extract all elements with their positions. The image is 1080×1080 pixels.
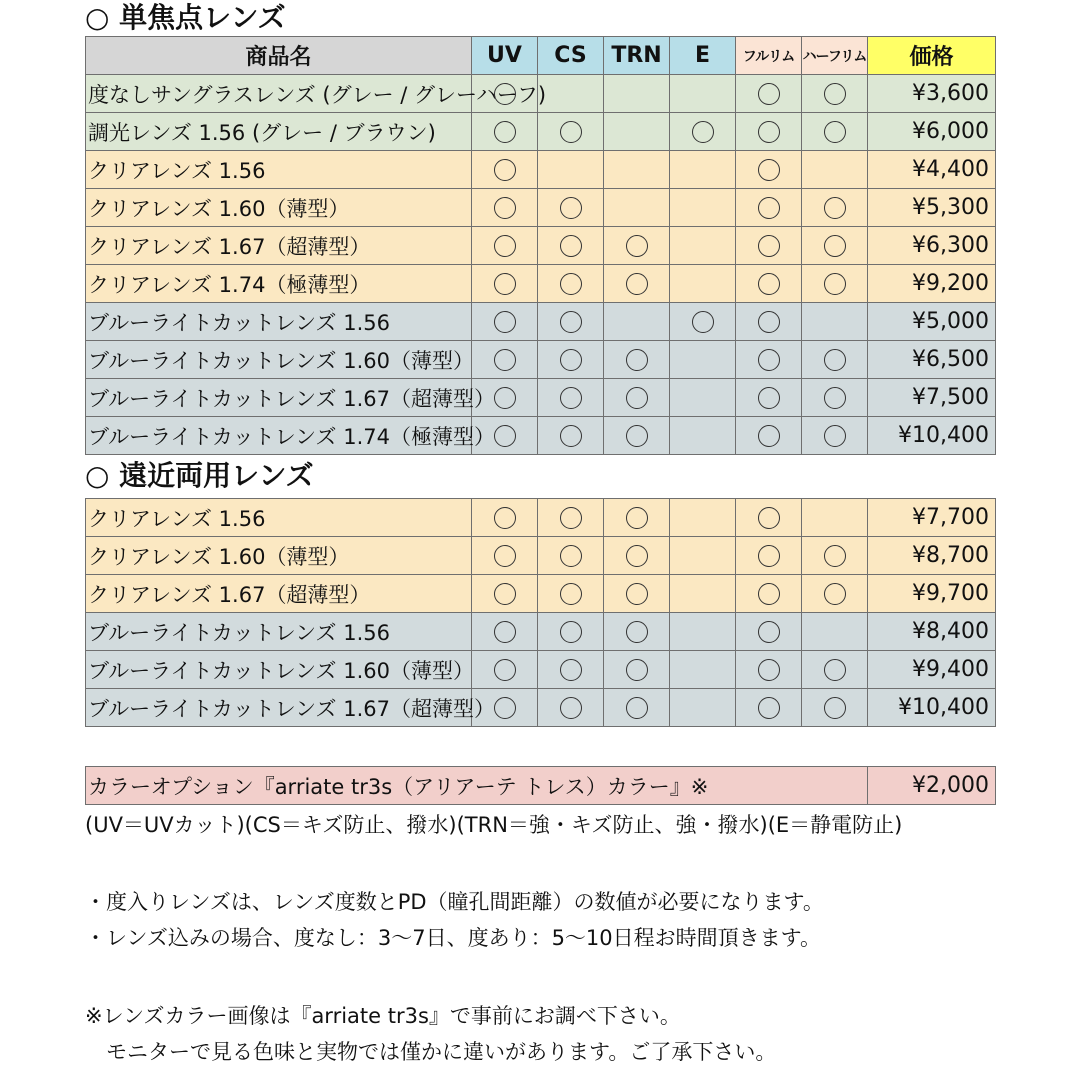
feature-cell-trn (604, 613, 670, 651)
check-circle-icon (824, 235, 846, 257)
feature-cell-e (670, 265, 736, 303)
table-row (86, 189, 996, 227)
check-circle-icon (758, 659, 780, 681)
table-row (86, 265, 996, 303)
header-e: E (670, 37, 736, 75)
price-cell: ¥7,500 (868, 379, 996, 417)
feature-cell-cs (538, 341, 604, 379)
check-circle-icon (626, 235, 648, 257)
feature-cell-e (670, 499, 736, 537)
feature-cell-full (736, 265, 802, 303)
product-name-cell: クリアレンズ 1.74（極薄型） (86, 265, 472, 303)
check-circle-icon (494, 545, 516, 567)
check-circle-icon (560, 507, 582, 529)
color-option-price: ¥2,000 (868, 767, 996, 805)
feature-cell-trn (604, 227, 670, 265)
feature-cell-e (670, 537, 736, 575)
product-name-cell: クリアレンズ 1.60（薄型） (86, 189, 472, 227)
table-row (86, 75, 996, 113)
table-row (86, 303, 996, 341)
feature-cell-cs (538, 75, 604, 113)
table-row (86, 537, 996, 575)
check-circle-icon (560, 121, 582, 143)
check-circle-icon (494, 659, 516, 681)
feature-cell-trn (604, 265, 670, 303)
table-row (86, 575, 996, 613)
check-circle-icon (560, 311, 582, 333)
price-cell: ¥10,400 (868, 417, 996, 455)
feature-cell-e (670, 227, 736, 265)
check-circle-icon (494, 425, 516, 447)
feature-cell-cs (538, 651, 604, 689)
header-cs: CS (538, 37, 604, 75)
feature-cell-uv (472, 651, 538, 689)
check-circle-icon (692, 121, 714, 143)
table-row (86, 651, 996, 689)
feature-cell-cs (538, 417, 604, 455)
feature-cell-e (670, 303, 736, 341)
feature-cell-full (736, 499, 802, 537)
header-price: 価格 (868, 37, 996, 75)
check-circle-icon (692, 311, 714, 333)
feature-cell-trn (604, 689, 670, 727)
header-uv: UV (472, 37, 538, 75)
feature-cell-full (736, 417, 802, 455)
feature-cell-trn (604, 537, 670, 575)
feature-cell-e (670, 151, 736, 189)
feature-cell-half (802, 75, 868, 113)
check-circle-icon (560, 273, 582, 295)
check-circle-icon (824, 83, 846, 105)
product-name-cell: ブルーライトカットレンズ 1.56 (86, 303, 472, 341)
product-name-cell: クリアレンズ 1.56 (86, 151, 472, 189)
feature-cell-e (670, 651, 736, 689)
note-prescription: ・度入りレンズは、レンズ度数とPD（瞳孔間距離）の数値が必要になります。 (85, 890, 824, 914)
check-circle-icon (560, 659, 582, 681)
product-name-cell: クリアレンズ 1.67（超薄型） (86, 227, 472, 265)
product-name-cell: 度なしサングラスレンズ (グレー / グレーハーフ) (86, 75, 472, 113)
price-cell: ¥6,000 (868, 113, 996, 151)
feature-cell-trn (604, 417, 670, 455)
check-circle-icon (626, 349, 648, 371)
check-circle-icon (494, 621, 516, 643)
feature-cell-full (736, 537, 802, 575)
header-half-rim: ハーフリム (802, 37, 868, 75)
feature-cell-cs (538, 613, 604, 651)
feature-cell-full (736, 341, 802, 379)
feature-cell-half (802, 417, 868, 455)
feature-cell-half (802, 227, 868, 265)
check-circle-icon (824, 197, 846, 219)
feature-cell-cs (538, 689, 604, 727)
check-circle-icon (758, 697, 780, 719)
feature-cell-e (670, 113, 736, 151)
feature-cell-full (736, 651, 802, 689)
price-cell: ¥9,200 (868, 265, 996, 303)
check-circle-icon (824, 273, 846, 295)
check-circle-icon (758, 507, 780, 529)
section-title-progressive: ○ 遠近両用レンズ (85, 459, 314, 492)
product-name-cell: ブルーライトカットレンズ 1.60（薄型） (86, 341, 472, 379)
feature-cell-half (802, 613, 868, 651)
check-circle-icon (560, 545, 582, 567)
feature-cell-e (670, 379, 736, 417)
price-cell: ¥4,400 (868, 151, 996, 189)
feature-cell-half (802, 189, 868, 227)
price-cell: ¥8,700 (868, 537, 996, 575)
feature-cell-half (802, 265, 868, 303)
check-circle-icon (824, 387, 846, 409)
table-row (86, 417, 996, 455)
header-full-rim: フルリム (736, 37, 802, 75)
check-circle-icon (758, 273, 780, 295)
price-cell: ¥8,400 (868, 613, 996, 651)
feature-cell-half (802, 575, 868, 613)
check-circle-icon (758, 311, 780, 333)
feature-cell-trn (604, 75, 670, 113)
feature-cell-e (670, 189, 736, 227)
table-row (86, 379, 996, 417)
price-cell: ¥6,500 (868, 341, 996, 379)
feature-cell-half (802, 303, 868, 341)
product-name-cell: ブルーライトカットレンズ 1.74（極薄型） (86, 417, 472, 455)
section-title-single-vision: ○ 単焦点レンズ (85, 1, 286, 34)
check-circle-icon (494, 387, 516, 409)
feature-cell-full (736, 227, 802, 265)
check-circle-icon (758, 387, 780, 409)
price-cell: ¥5,300 (868, 189, 996, 227)
product-name-cell: ブルーライトカットレンズ 1.56 (86, 613, 472, 651)
price-cell: ¥9,700 (868, 575, 996, 613)
feature-cell-uv (472, 613, 538, 651)
feature-cell-uv (472, 537, 538, 575)
check-circle-icon (758, 121, 780, 143)
feature-cell-full (736, 613, 802, 651)
check-circle-icon (494, 121, 516, 143)
check-circle-icon (560, 387, 582, 409)
feature-cell-trn (604, 499, 670, 537)
feature-cell-cs (538, 151, 604, 189)
check-circle-icon (824, 583, 846, 605)
check-circle-icon (758, 83, 780, 105)
table-row (86, 613, 996, 651)
feature-cell-full (736, 575, 802, 613)
feature-cell-full (736, 113, 802, 151)
feature-cell-cs (538, 575, 604, 613)
feature-cell-half (802, 499, 868, 537)
feature-cell-full (736, 303, 802, 341)
note-delivery: ・レンズ込みの場合、度なし：3〜7日、度あり：5〜10日程お時間頂きます。 (85, 926, 821, 950)
note-lens-color: ※レンズカラー画像は『arriate tr3s』で事前にお調べ下さい。 (85, 1004, 681, 1028)
check-circle-icon (560, 621, 582, 643)
check-circle-icon (560, 197, 582, 219)
feature-cell-e (670, 575, 736, 613)
check-circle-icon (494, 273, 516, 295)
check-circle-icon (494, 507, 516, 529)
feature-cell-uv (472, 189, 538, 227)
check-circle-icon (626, 425, 648, 447)
check-circle-icon (560, 349, 582, 371)
feature-cell-full (736, 151, 802, 189)
check-circle-icon (626, 273, 648, 295)
progressive-table (85, 498, 996, 727)
table-header-row (86, 37, 996, 75)
feature-cell-e (670, 75, 736, 113)
feature-cell-uv (472, 265, 538, 303)
check-circle-icon (824, 349, 846, 371)
feature-cell-cs (538, 303, 604, 341)
check-circle-icon (626, 697, 648, 719)
feature-cell-uv (472, 113, 538, 151)
check-circle-icon (560, 583, 582, 605)
feature-cell-half (802, 151, 868, 189)
feature-cell-e (670, 417, 736, 455)
feature-cell-e (670, 689, 736, 727)
check-circle-icon (560, 697, 582, 719)
feature-cell-half (802, 537, 868, 575)
color-option-table (85, 766, 996, 805)
feature-cell-trn (604, 189, 670, 227)
check-circle-icon (824, 121, 846, 143)
feature-cell-uv (472, 575, 538, 613)
price-cell: ¥7,700 (868, 499, 996, 537)
check-circle-icon (758, 235, 780, 257)
feature-cell-full (736, 189, 802, 227)
feature-cell-cs (538, 227, 604, 265)
note-monitor-color: モニターで見る色味と実物では僅かに違いがあります。ご了承下さい。 (85, 1040, 777, 1064)
feature-cell-half (802, 341, 868, 379)
feature-cell-cs (538, 113, 604, 151)
check-circle-icon (494, 159, 516, 181)
feature-cell-full (736, 379, 802, 417)
check-circle-icon (494, 583, 516, 605)
feature-cell-full (736, 689, 802, 727)
check-circle-icon (494, 83, 516, 105)
price-cell: ¥6,300 (868, 227, 996, 265)
check-circle-icon (824, 425, 846, 447)
feature-cell-half (802, 113, 868, 151)
check-circle-icon (494, 235, 516, 257)
check-circle-icon (758, 159, 780, 181)
table-row (86, 341, 996, 379)
single-vision-table (85, 36, 996, 455)
check-circle-icon (560, 235, 582, 257)
legend-text: (UV＝UVカット)(CS＝キズ防止、撥水)(TRN＝強・キズ防止、強・撥水)(E＝静電防止) (85, 813, 903, 837)
check-circle-icon (758, 197, 780, 219)
feature-cell-trn (604, 151, 670, 189)
price-cell: ¥10,400 (868, 689, 996, 727)
check-circle-icon (758, 583, 780, 605)
table-row (86, 227, 996, 265)
price-cell: ¥9,400 (868, 651, 996, 689)
check-circle-icon (494, 697, 516, 719)
product-name-cell: クリアレンズ 1.56 (86, 499, 472, 537)
table-row (86, 499, 996, 537)
check-circle-icon (824, 545, 846, 567)
check-circle-icon (626, 621, 648, 643)
feature-cell-trn (604, 575, 670, 613)
feature-cell-cs (538, 499, 604, 537)
check-circle-icon (758, 545, 780, 567)
price-cell: ¥5,000 (868, 303, 996, 341)
feature-cell-trn (604, 379, 670, 417)
price-cell: ¥3,600 (868, 75, 996, 113)
product-name-cell: クリアレンズ 1.67（超薄型） (86, 575, 472, 613)
feature-cell-e (670, 613, 736, 651)
feature-cell-e (670, 341, 736, 379)
product-name-cell: ブルーライトカットレンズ 1.67（超薄型） (86, 379, 472, 417)
check-circle-icon (758, 425, 780, 447)
color-option-name: カラーオプション『arriate tr3s（アリアーテ トレス）カラー』※ (86, 767, 868, 805)
feature-cell-uv (472, 499, 538, 537)
feature-cell-trn (604, 651, 670, 689)
product-name-cell: クリアレンズ 1.60（薄型） (86, 537, 472, 575)
header-trn: TRN (604, 37, 670, 75)
product-name-cell: ブルーライトカットレンズ 1.67（超薄型） (86, 689, 472, 727)
check-circle-icon (626, 387, 648, 409)
check-circle-icon (626, 583, 648, 605)
color-option-row (86, 767, 996, 805)
feature-cell-cs (538, 379, 604, 417)
feature-cell-trn (604, 341, 670, 379)
table-row (86, 689, 996, 727)
check-circle-icon (560, 425, 582, 447)
check-circle-icon (626, 545, 648, 567)
feature-cell-uv (472, 341, 538, 379)
product-name-cell: 調光レンズ 1.56 (グレー / ブラウン) (86, 113, 472, 151)
check-circle-icon (758, 349, 780, 371)
check-circle-icon (824, 697, 846, 719)
header-product-name: 商品名 (86, 37, 472, 75)
product-name-cell: ブルーライトカットレンズ 1.60（薄型） (86, 651, 472, 689)
check-circle-icon (824, 659, 846, 681)
check-circle-icon (494, 197, 516, 219)
feature-cell-trn (604, 303, 670, 341)
check-circle-icon (758, 621, 780, 643)
check-circle-icon (494, 349, 516, 371)
table-row (86, 151, 996, 189)
feature-cell-uv (472, 227, 538, 265)
feature-cell-half (802, 689, 868, 727)
feature-cell-uv (472, 303, 538, 341)
check-circle-icon (494, 311, 516, 333)
feature-cell-uv (472, 151, 538, 189)
feature-cell-half (802, 651, 868, 689)
feature-cell-half (802, 379, 868, 417)
feature-cell-trn (604, 113, 670, 151)
feature-cell-cs (538, 189, 604, 227)
table-row (86, 113, 996, 151)
feature-cell-cs (538, 265, 604, 303)
feature-cell-cs (538, 537, 604, 575)
feature-cell-full (736, 75, 802, 113)
check-circle-icon (626, 659, 648, 681)
check-circle-icon (626, 507, 648, 529)
